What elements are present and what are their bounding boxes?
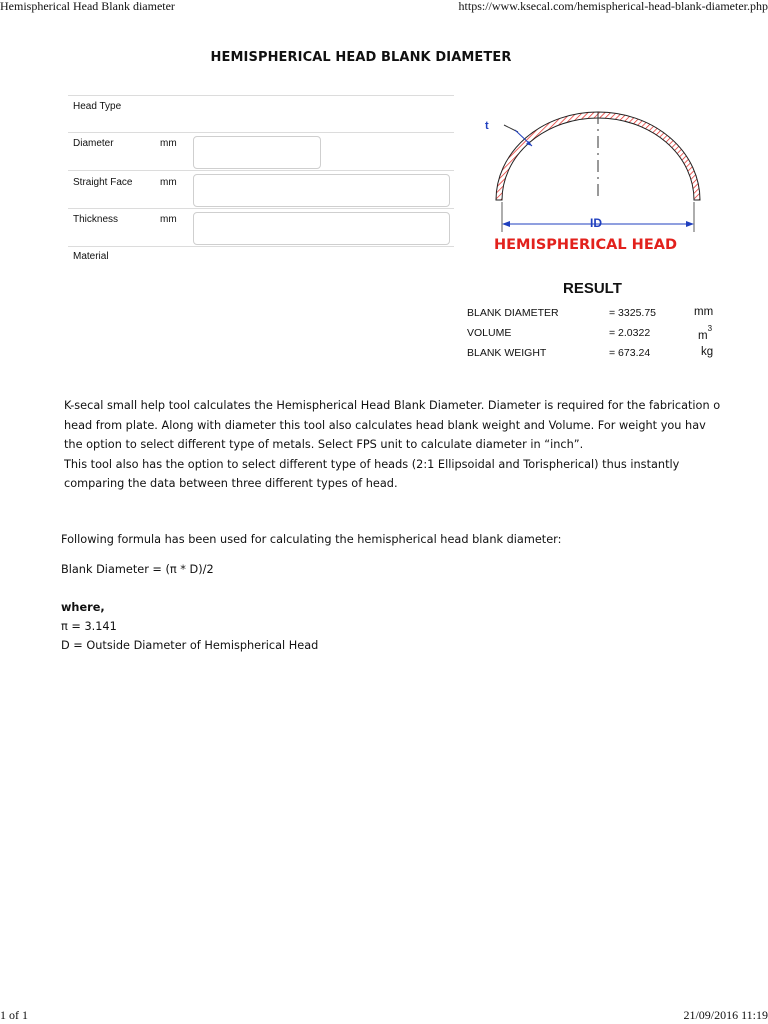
blank-diameter-label: BLANK DIAMETER (467, 307, 559, 319)
thickness-symbol: t (485, 120, 489, 132)
form-row-head-type (68, 95, 454, 133)
print-header-url[interactable]: https://www.ksecal.com/hemispherical-head-blank-diameter.php (458, 0, 768, 13)
form-row-material (68, 246, 454, 267)
form-row-thickness (68, 208, 454, 247)
id-label: ID (590, 216, 602, 230)
formula-where: where, (61, 601, 105, 614)
hemispherical-head-diagram (470, 100, 730, 260)
volume-unit: $m^3$ (698, 324, 713, 342)
page-title: HEMISPHERICAL HEAD BLANK DIAMETER (210, 50, 512, 65)
form-row-diameter (68, 132, 454, 171)
diameter-input[interactable] (193, 136, 321, 169)
print-header-title: Hemispherical Head Blank diameter (0, 0, 175, 13)
result-title: RESULT (563, 280, 622, 297)
description-line: head from plate. Along with diameter this tool also calculates head blank weight and Volume. For weight you hav (64, 418, 706, 432)
straight-face-input[interactable] (193, 174, 450, 207)
thickness-unit: mm (160, 214, 177, 225)
diameter-unit: mm (160, 138, 177, 149)
description-line: This tool also has the option to select different type of heads (2:1 Ellipsoidal and Torispherical) thus instantly (64, 457, 680, 471)
material-label: Material (73, 251, 109, 262)
thickness-input[interactable] (193, 212, 450, 245)
description-line: comparing the data between three different types of head. (64, 477, 398, 490)
formula-d-definition: D = Outside Diameter of Hemispherical Head (61, 639, 319, 652)
volume-unit-superscript: 3 (707, 324, 713, 333)
description-paragraph (64, 396, 768, 494)
blank-weight-unit: kg (701, 346, 714, 358)
form-row-straight-face (68, 170, 454, 209)
diagram-caption: HEMISPHERICAL HEAD (494, 237, 677, 253)
blank-diameter-value: = 3325.75 (609, 307, 657, 319)
print-timestamp: 21/09/2016 11:19 (683, 1008, 768, 1022)
description-line: K-secal small help tool calculates the Hemispherical Head Blank Diameter. Diameter is required for the fabrication o (64, 399, 721, 412)
page-count: 1 of 1 (0, 1008, 28, 1022)
straight-face-label: Straight Face (73, 177, 133, 188)
description-line: the option to select different type of metals. Select FPS unit to calculate diameter in “inch”. (64, 438, 584, 451)
formula-equation: Blank Diameter = (π * D)/2 (61, 563, 214, 576)
straight-face-unit: mm (160, 177, 177, 188)
volume-value: = 2.0322 (609, 327, 651, 339)
volume-label: VOLUME (467, 327, 512, 339)
blank-weight-value: = 673.24 (609, 347, 651, 359)
formula-intro: Following formula has been used for calculating the hemispherical head blank diameter: (61, 533, 562, 546)
head-type-label: Head Type (73, 101, 122, 112)
formula-pi-definition: π = 3.141 (61, 620, 117, 633)
blank-weight-label: BLANK WEIGHT (467, 347, 547, 359)
thickness-label: Thickness (73, 214, 119, 225)
diameter-label: Diameter (73, 138, 114, 149)
blank-diameter-unit: mm (694, 306, 714, 318)
